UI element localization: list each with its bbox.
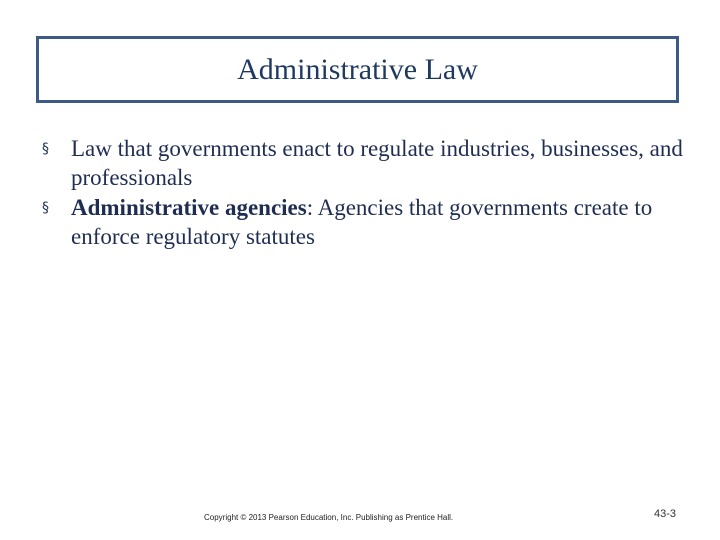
bullet-item [40,193,700,251]
bullet-list [40,134,700,252]
section-bullet-icon: § [42,141,49,157]
bullet-term: Administrative agencies [71,195,307,220]
copyright-footer: Copyright © 2013 Pearson Education, Inc. Publishing as Prentice Hall. [204,513,454,522]
bullet-text: : Agencies that governments create to enforce regulatory statutes [71,195,653,249]
bullet-text: Law that governments enact to regulate industries, businesses, and professionals [71,136,683,190]
slide-number: 43-3 [654,508,677,520]
section-bullet-icon: § [42,200,49,216]
bullet-item [40,134,700,192]
title-box [36,36,679,103]
slide-title: Administrative Law [237,52,478,86]
